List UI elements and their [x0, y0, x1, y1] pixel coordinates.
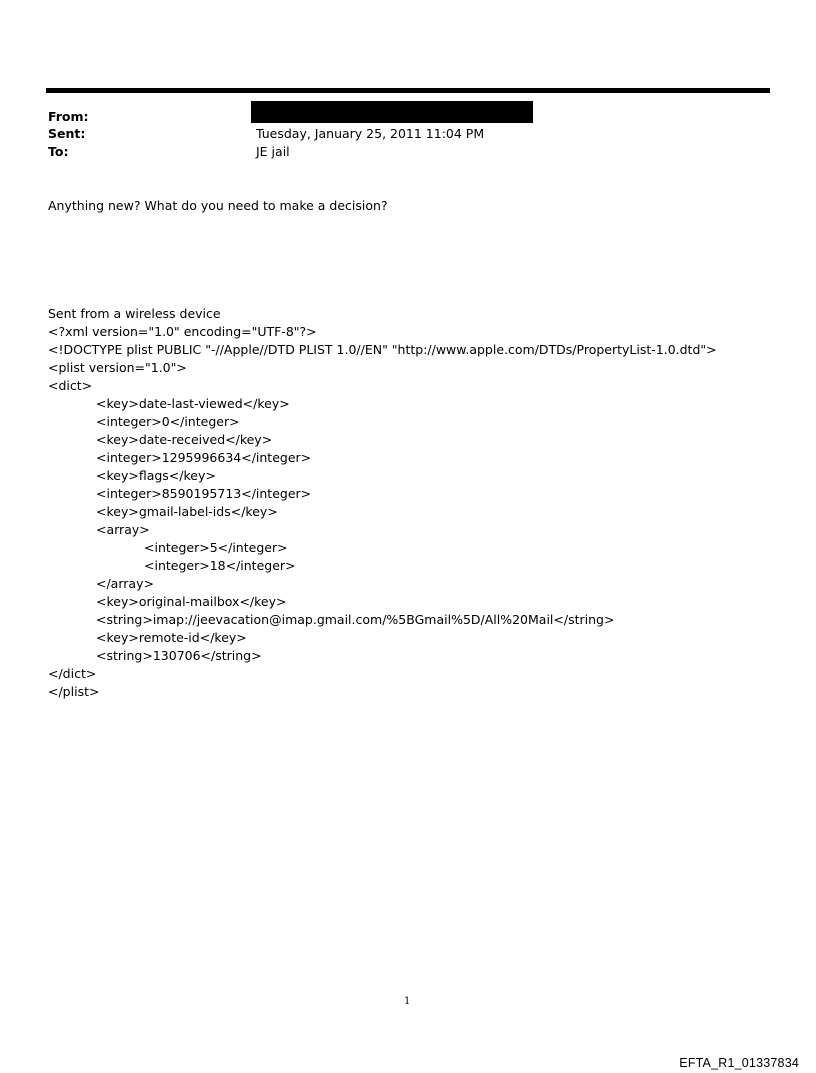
- plist-line: <integer>18</integer>: [144, 558, 296, 573]
- plist-line: <integer>0</integer>: [96, 414, 240, 429]
- plist-line: </array>: [96, 576, 154, 591]
- page-number: 1: [404, 996, 411, 1007]
- to-value: JE jail: [256, 144, 290, 159]
- plist-line: <!DOCTYPE plist PUBLIC "-//Apple//DTD PLIST 1.0//EN" "http://www.apple.com/DTDs/PropertyList-1.0.dtd">: [48, 342, 717, 357]
- plist-line: <key>date-received</key>: [96, 432, 273, 447]
- plist-line: </plist>: [48, 684, 100, 699]
- plist-line: <key>flags</key>: [96, 468, 216, 483]
- document-id: EFTA_R1_01337834: [679, 1056, 799, 1070]
- redacted-from-value: [251, 101, 533, 123]
- plist-line: <array>: [96, 522, 150, 537]
- plist-line: <?xml version="1.0" encoding="UTF-8"?>: [48, 324, 317, 339]
- plist-line: <key>date-last-viewed</key>: [96, 396, 290, 411]
- plist-line: <string>imap://jeevacation@imap.gmail.com/%5BGmail%5D/All%20Mail</string>: [96, 612, 615, 627]
- header-rule: [46, 88, 770, 93]
- plist-line: <integer>5</integer>: [144, 540, 288, 555]
- plist-line: <integer>8590195713</integer>: [96, 486, 312, 501]
- plist-line: <dict>: [48, 378, 93, 393]
- plist-line: <string>130706</string>: [96, 648, 262, 663]
- sent-value: Tuesday, January 25, 2011 11:04 PM: [256, 126, 485, 141]
- plist-line: <key>original-mailbox</key>: [96, 594, 287, 609]
- from-label: From:: [48, 109, 89, 124]
- to-label: To:: [48, 144, 69, 159]
- plist-line: </dict>: [48, 666, 97, 681]
- message-text: Anything new? What do you need to make a decision?: [48, 198, 388, 213]
- plist-line: <key>remote-id</key>: [96, 630, 247, 645]
- plist-line: <integer>1295996634</integer>: [96, 450, 312, 465]
- sent-label: Sent:: [48, 126, 86, 141]
- plist-line: <key>gmail-label-ids</key>: [96, 504, 278, 519]
- plist-line: <plist version="1.0">: [48, 360, 187, 375]
- signature-text: Sent from a wireless device: [48, 306, 221, 321]
